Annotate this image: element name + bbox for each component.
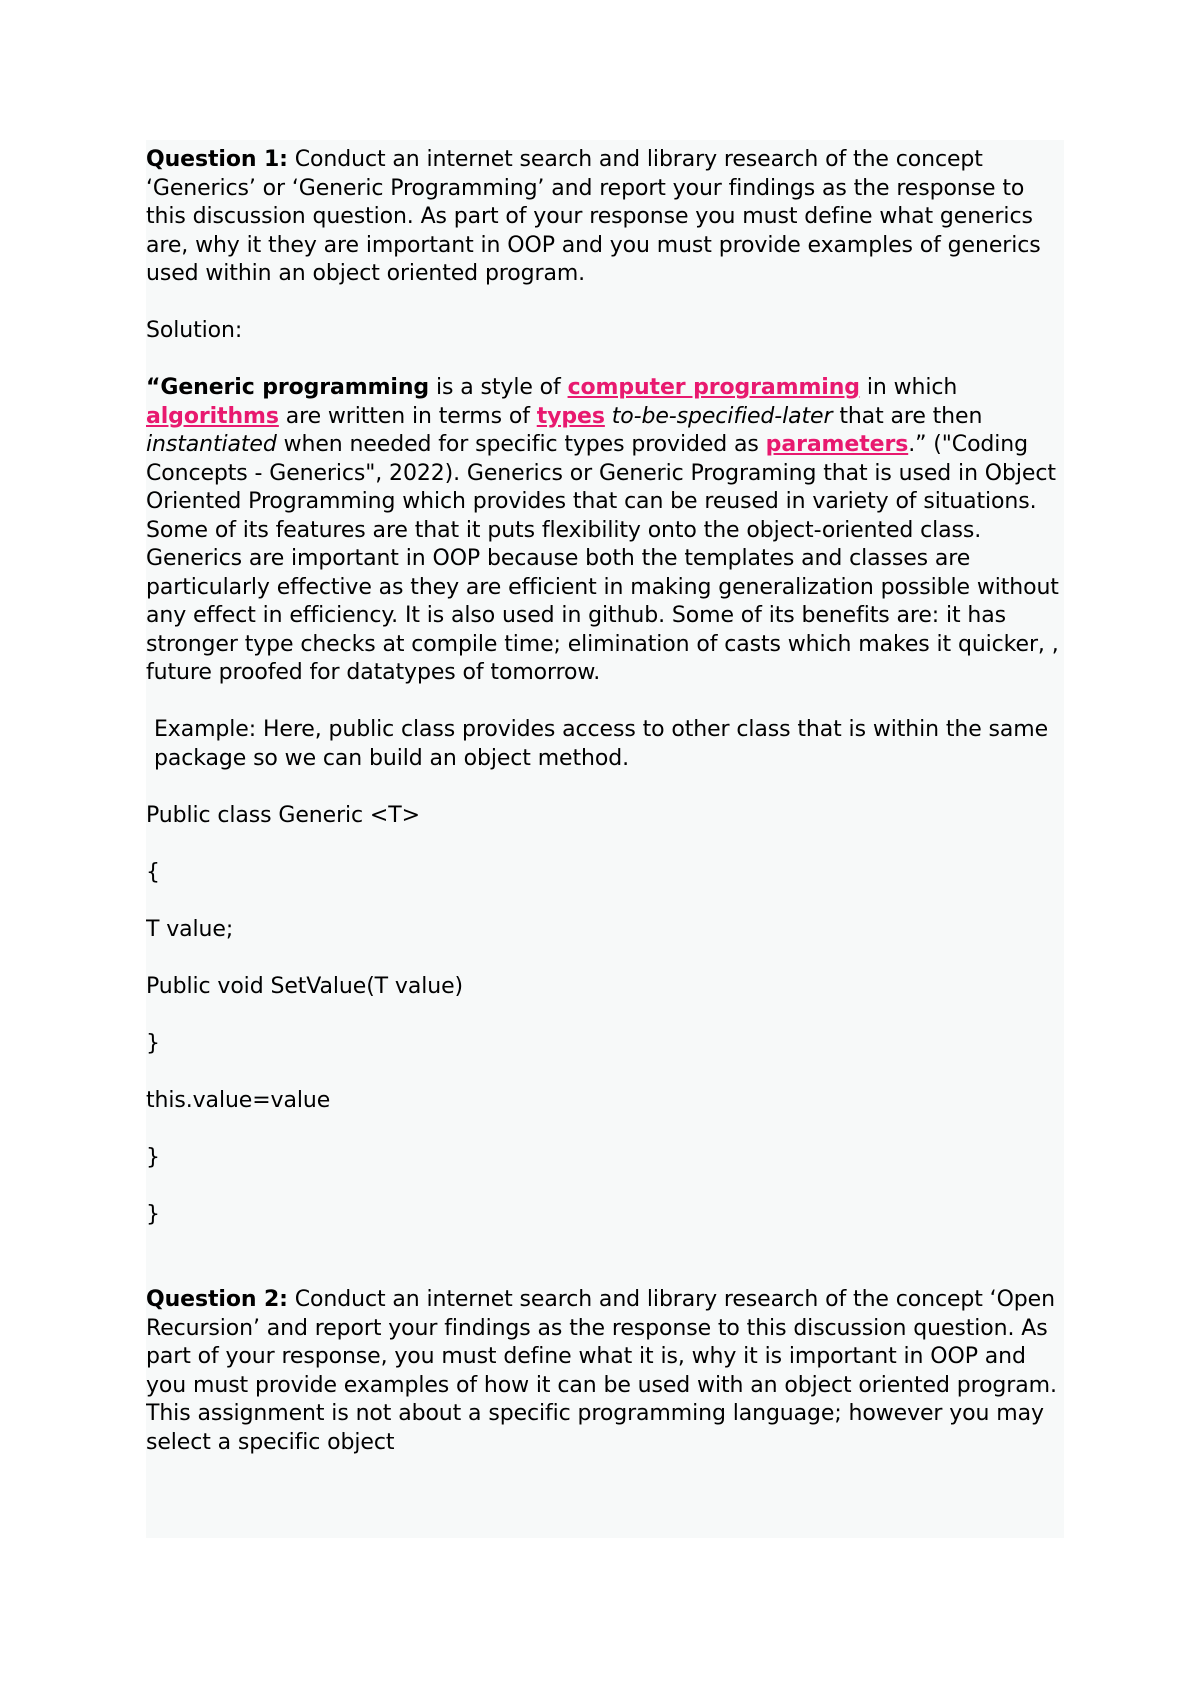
code-line: {: [146, 859, 160, 885]
quote-text: .”: [908, 432, 927, 457]
solution-rest: ("Coding Concepts - Generics", 2022). Generics or Generic Programing that is used in Object Oriented Programming which provides that can be reused in variety of situations. Some of its features are that it puts flexibility onto the object-oriented class. Generics are important in OOP because both the templates and classes are particularly effective as they are efficient in making generalization possible without any effect in efficiency. It is also used in github. Some of its benefits are: it has stronger type checks at compile time; elimination of casts which makes it quicker, , future proofed for datatypes of tomorrow.: [146, 432, 1059, 685]
code-line: Public void SetValue(T value): [146, 973, 463, 999]
question-2-text: Conduct an internet search and library research of the concept ‘Open Recursion’ and report your findings as the response to this discussion question. As part of your response, you must define what it is, why it is important in OOP and you must provide examples of how it can be used with an object oriented program. This assignment is not about a specific programming language; however you may select a specific object: [146, 1287, 1057, 1455]
code-line: Public class Generic <T>: [146, 802, 420, 828]
quote-open: “: [146, 375, 161, 400]
example-paragraph: Example: Here, public class provides access to other class that is within the same package so we can build an object method.: [154, 717, 1049, 771]
code-line: }: [146, 1201, 160, 1227]
quote-italic-later: to-be-specified-later: [611, 403, 833, 429]
quote-text: is a style of: [429, 375, 568, 400]
code-line: this.value=value: [146, 1087, 331, 1113]
document-body: [146, 140, 1064, 1538]
blank-line: [146, 1258, 1064, 1287]
code-example: [146, 802, 1064, 1230]
link-parameters[interactable]: parameters: [765, 432, 909, 457]
question-2: [146, 1286, 1064, 1457]
question-1-label: Question 1:: [146, 147, 288, 172]
quote-text: in which: [859, 375, 958, 400]
quote-italic-instantiated: instantiated: [146, 432, 277, 457]
solution-paragraph: [146, 374, 1064, 688]
quote-text: that are then: [832, 403, 983, 429]
quote-term: Generic programming: [160, 375, 430, 400]
question-1: [146, 146, 1064, 289]
link-types[interactable]: types: [536, 403, 605, 429]
quote-text: [605, 404, 612, 429]
solution-label: Solution:: [146, 318, 243, 343]
link-computer-programming[interactable]: computer programming: [567, 375, 860, 400]
code-line: }: [146, 1030, 160, 1056]
question-1-text: Conduct an internet search and library research of the concept ‘Generics’ or ‘Generic Programming’ and report your findings as the response to this discussion question. As part of your response you must define what generics are, why it they are important in OOP and you must provide examples of generics used within an object oriented program.: [146, 147, 1041, 286]
link-algorithms[interactable]: algorithms: [146, 403, 279, 429]
question-2-label: Question 2:: [146, 1287, 288, 1312]
code-line: T value;: [146, 916, 234, 942]
quote-text: are written in terms of: [278, 403, 537, 429]
quote-text: when needed for specific types provided as: [276, 432, 766, 457]
code-line: }: [146, 1144, 160, 1170]
